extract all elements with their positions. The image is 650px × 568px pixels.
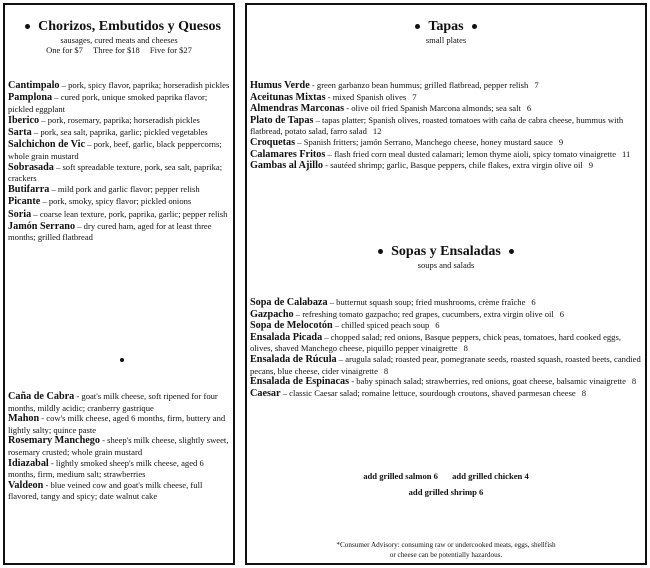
item-price: 6 [559,308,565,319]
menu-item [250,160,642,172]
item-desc: – arugula salad; roasted pear, pomegranate seeds, roasted squash, roasted beets, candied pecans, blue cheese, cider vinaigrette [250,353,641,376]
item-price: 6 [435,320,440,331]
addons [247,468,645,500]
section-title-tapas [247,18,645,35]
item-price: 11 [622,148,631,159]
title-text: Sopas y Ensaladas [391,244,501,259]
meats-list [8,80,230,243]
item-desc: – chopped salad; red onions, Basque peppers, chick peas, tomatoes, hard cooked eggs, olives, shaved Manchego cheese, piquillo pepper vinaigrette [250,331,621,354]
item-name: Soria [8,208,32,220]
menu-item [250,92,642,104]
menu-item [8,139,230,161]
menu-item [250,320,642,332]
item-name: Butifarra [8,184,50,196]
item-name: Almendras Marconas [250,103,345,115]
item-name: Ensalada de Espinacas [250,376,350,388]
bullet-icon [509,249,514,254]
title-text: Chorizos, Embutidos y Quesos [38,19,221,34]
item-name: Sobrasada [8,161,54,173]
item-name: Mahon [8,413,40,425]
item-name: Jamón Serrano [8,220,76,232]
addon-salmon: add grilled salmon 6 [363,471,438,481]
bullet-icon [378,249,383,254]
item-price: 8 [581,387,587,398]
menu-item [250,354,642,376]
menu-item [250,115,642,137]
item-desc: - cow's milk cheese, aged 6 months, firm, buttery and lightly salty; quince paste [8,413,226,435]
menu-item [8,92,230,114]
item-desc: - mixed Spanish olives [325,91,407,102]
item-price: 12 [372,126,382,137]
item-name: Valdeon [8,479,44,491]
item-desc: – soft spreadable texture, pork, sea salt, paprika; crackers [8,161,223,184]
section-subtitle: soups and salads [417,260,475,270]
menu-item [8,413,230,435]
menu-item [8,162,230,184]
item-desc: – pork, spicy flavor, paprika; horseradish pickles [59,80,230,90]
item-price: 8 [631,376,637,387]
item-desc: - olive oil fried Spanish Marcona almonds; sea salt [344,103,521,114]
item-name: Gambas al Ajillo [250,160,324,172]
price-tier: One for $7 [46,45,83,55]
item-name: Ensalada Picada [250,331,323,343]
section-subtitle: small plates [425,35,467,45]
menu-item [8,80,230,92]
menu-item [8,221,230,243]
item-name: Humus Verde [250,80,310,91]
item-desc: - lightly smoked sheep's milk cheese, aged 6 months, firm, medium salt; strawberries [8,457,204,480]
item-name: Sopa de Melocotón [250,320,333,332]
price-tier: Three for $18 [93,45,140,55]
item-name: Calamares Fritos [250,148,326,160]
item-price: 8 [383,365,389,376]
bullet-icon [472,24,477,29]
item-desc: – mild pork and garlic flavor; pepper relish [49,184,200,195]
item-desc: – chilled spiced peach soup [332,320,430,331]
price-tier: Five for $27 [149,45,192,55]
left-menu-panel [3,3,235,565]
item-desc: – pork, rosemary, paprika; horseradish pickles [39,114,200,125]
menu-item [250,149,642,161]
menu-item [250,103,642,115]
addon-shrimp: add grilled shrimp 6 [408,487,484,497]
section-title-chorizos [5,18,233,35]
item-name: Rosemary Manchego [8,435,100,447]
menu-item [250,332,642,354]
item-price: 9 [558,136,564,147]
advisory-line: *Consumer Advisory: consuming raw or undercooked meats, eggs, shellfish [336,541,556,549]
item-name: Caña de Cabra [8,391,75,402]
section-title-sopas [247,243,645,260]
menu-item [8,480,230,502]
item-name: Iberico [8,114,40,126]
item-price: 7 [534,80,539,90]
item-name: Plato de Tapas [250,114,314,126]
item-desc: - goat's milk cheese, soft ripened for four months, mildly acidic; cranberry gastrique [8,391,218,413]
item-desc: – butternut squash soup; fried mushrooms, crème fraîche [327,297,526,307]
consumer-advisory [247,540,645,560]
item-name: Aceitunas Mixtas [250,91,326,103]
menu-item [250,388,642,400]
item-name: Sarta [8,126,32,138]
item-price: 7 [412,91,417,102]
right-menu-panel [245,3,647,565]
item-name: Pamplona [8,92,53,104]
item-price: 8 [463,343,468,354]
item-desc: – dry cured ham, aged for at least three months; grilled flatbread [8,220,212,243]
item-name: Idiazabal [8,457,49,469]
menu-item [8,391,230,413]
item-desc: - green garbanzo bean hummus; grilled flatbread, pepper relish [309,80,529,90]
item-desc: – pork, smoky, spicy flavor; pickled onions [40,196,192,207]
bullet-icon [415,24,420,29]
item-price: 6 [526,103,532,114]
item-desc: - blue veined cow and goat's milk cheese, full flavored, tangy and spicy; date walnut cake [8,479,203,502]
item-desc: – cured pork, unique smoked paprika flavor; pickled eggplant [8,92,208,114]
item-name: Sopa de Calabaza [250,297,328,308]
item-desc: – refreshing tomato gazpacho; red grapes, cucumbers, extra virgin olive oil [293,308,554,319]
menu-item [250,137,642,149]
menu-item [8,458,230,480]
item-desc: – coarse lean texture, pork, paprika, garlic; pepper relish [31,208,228,219]
bullet-icon [25,24,30,29]
menu-item [250,80,642,92]
menu-item [250,297,642,309]
item-name: Caesar [250,387,281,399]
item-desc: – pork, beef, garlic, black peppercorns; whole grain mustard [8,138,222,161]
item-desc: - sautéed shrimp; garlic, Basque peppers, chile flakes, extra virgin olive oil [323,160,583,171]
item-desc: – Spanish fritters; jamón Serrano, Manchego cheese, honey mustard sauce [295,136,553,147]
advisory-line: or cheese can be potentially hazardous. [389,551,503,559]
addon-chicken: add grilled chicken 4 [452,471,529,481]
item-name: Salchichon de Vic [8,138,85,150]
item-price: 6 [531,297,536,307]
sopas-list [250,297,642,399]
item-desc: – tapas platter; Spanish olives, roasted tomatoes with caña de cabra cheese, hummus with flatbread, potato salad, farro salad [250,114,624,137]
item-desc: – pork, sea salt, paprika, garlic; pickled vegetables [31,126,208,137]
price-tiers [5,45,233,56]
bullet-icon [120,358,124,362]
item-desc: – flash fried corn meal dusted calamari; lemon thyme aioli, spicy tomato vinaigrette [325,148,617,159]
item-name: Cantimpalo [8,80,60,91]
menu-item [8,435,230,457]
title-text: Tapas [428,19,464,34]
item-price: 9 [588,160,594,171]
menu-item [250,309,642,321]
item-desc: - baby spinach salad; strawberries, red onions, goat cheese, balsamic vinaigrette [349,376,626,387]
cheeses-list [8,391,230,502]
menu-item [8,115,230,127]
menu-item [8,184,230,196]
menu-item [250,376,642,388]
item-desc: – classic Caesar salad; romaine lettuce, sourdough croutons, shaved parmesan cheese [280,387,576,398]
menu-item [8,196,230,208]
item-name: Ensalada de Rúcula [250,353,337,365]
item-name: Gazpacho [250,308,294,320]
menu-item [8,127,230,139]
menu-item [8,209,230,221]
item-name: Croquetas [250,136,296,148]
item-name: Picante [8,196,41,208]
item-desc: - sheep's milk cheese, slightly sweet, rosemary crusted; whole grain mustard [8,435,229,457]
section-subtitle: sausages, cured meats and cheeses [60,35,178,45]
tapas-list [250,80,642,172]
